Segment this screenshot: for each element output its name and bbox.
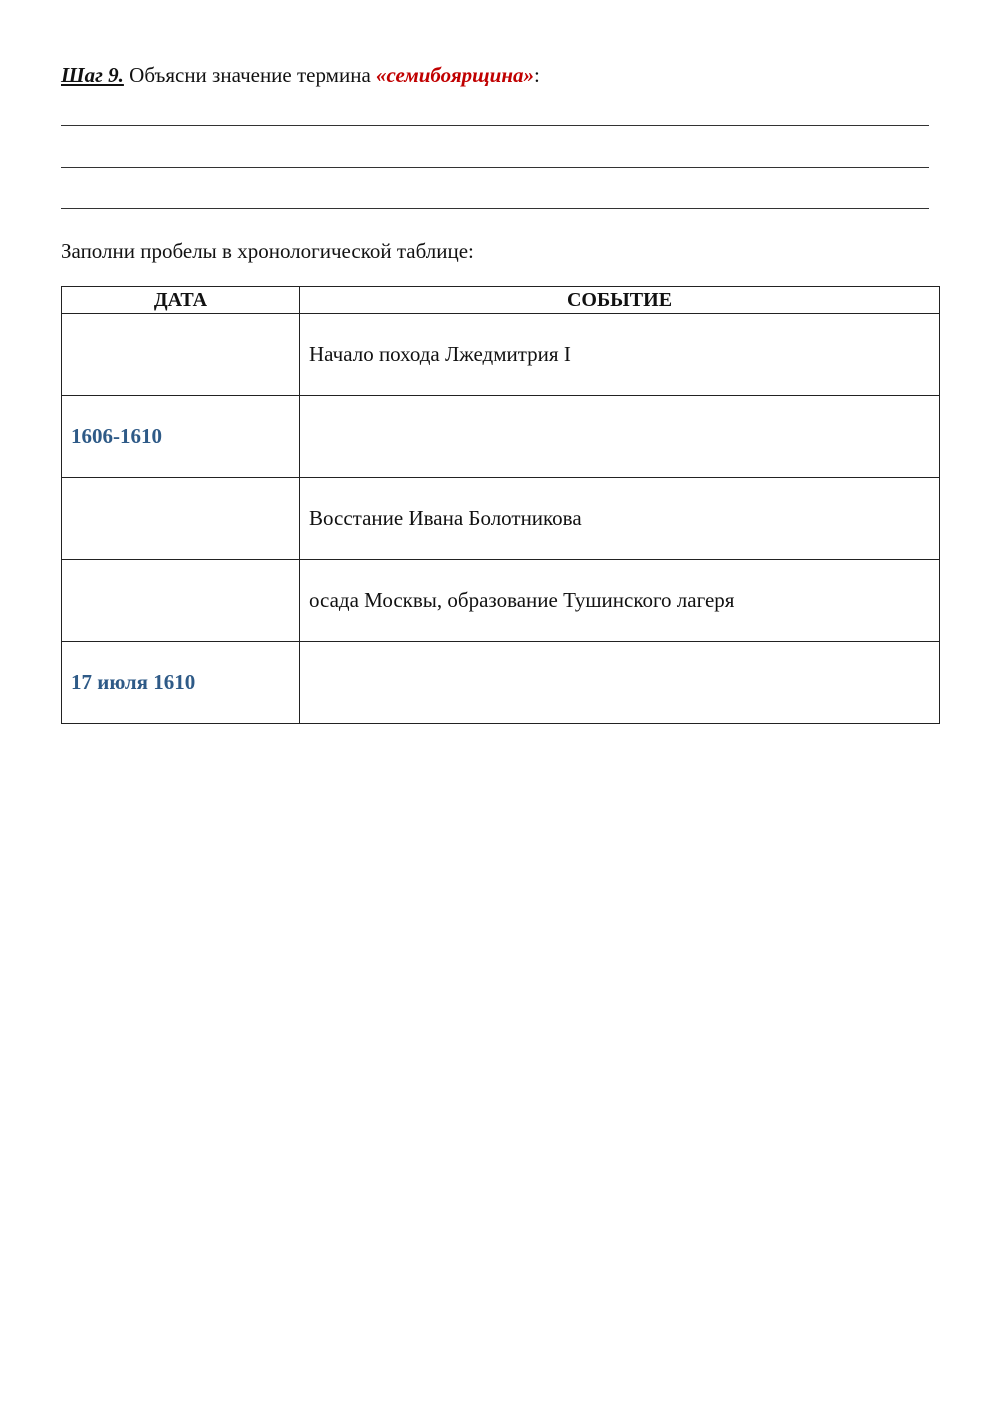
answer-line-3[interactable] [61, 208, 929, 209]
event-cell[interactable] [300, 396, 940, 478]
step-label: Шаг 9. [61, 63, 124, 87]
event-cell: Начало похода Лжедмитрия I [300, 314, 940, 396]
table-row [62, 560, 940, 642]
table-instruction: Заполни пробелы в хронологической таблице: [61, 239, 474, 263]
step-heading [61, 62, 540, 88]
term-highlight: «семибоярщина» [376, 63, 534, 87]
step-prompt: Объясни значение термина [123, 63, 377, 87]
step-suffix: : [534, 63, 540, 87]
answer-line-2[interactable] [61, 167, 929, 168]
date-cell[interactable] [62, 314, 300, 396]
table-row [62, 314, 940, 396]
header-event: СОБЫТИЕ [300, 287, 940, 314]
table-row [62, 396, 940, 478]
event-cell: Восстание Ивана Болотникова [300, 478, 940, 560]
event-cell: осада Москвы, образование Тушинского лагеря [300, 560, 940, 642]
answer-line-1[interactable] [61, 125, 929, 126]
table-row [62, 642, 940, 724]
chronology-table [61, 286, 940, 724]
date-cell: 17 июля 1610 [62, 642, 300, 724]
table-row [62, 478, 940, 560]
event-cell[interactable] [300, 642, 940, 724]
date-cell[interactable] [62, 560, 300, 642]
date-cell[interactable] [62, 478, 300, 560]
table-header-row [62, 287, 940, 314]
header-date: ДАТА [62, 287, 300, 314]
date-cell: 1606-1610 [62, 396, 300, 478]
